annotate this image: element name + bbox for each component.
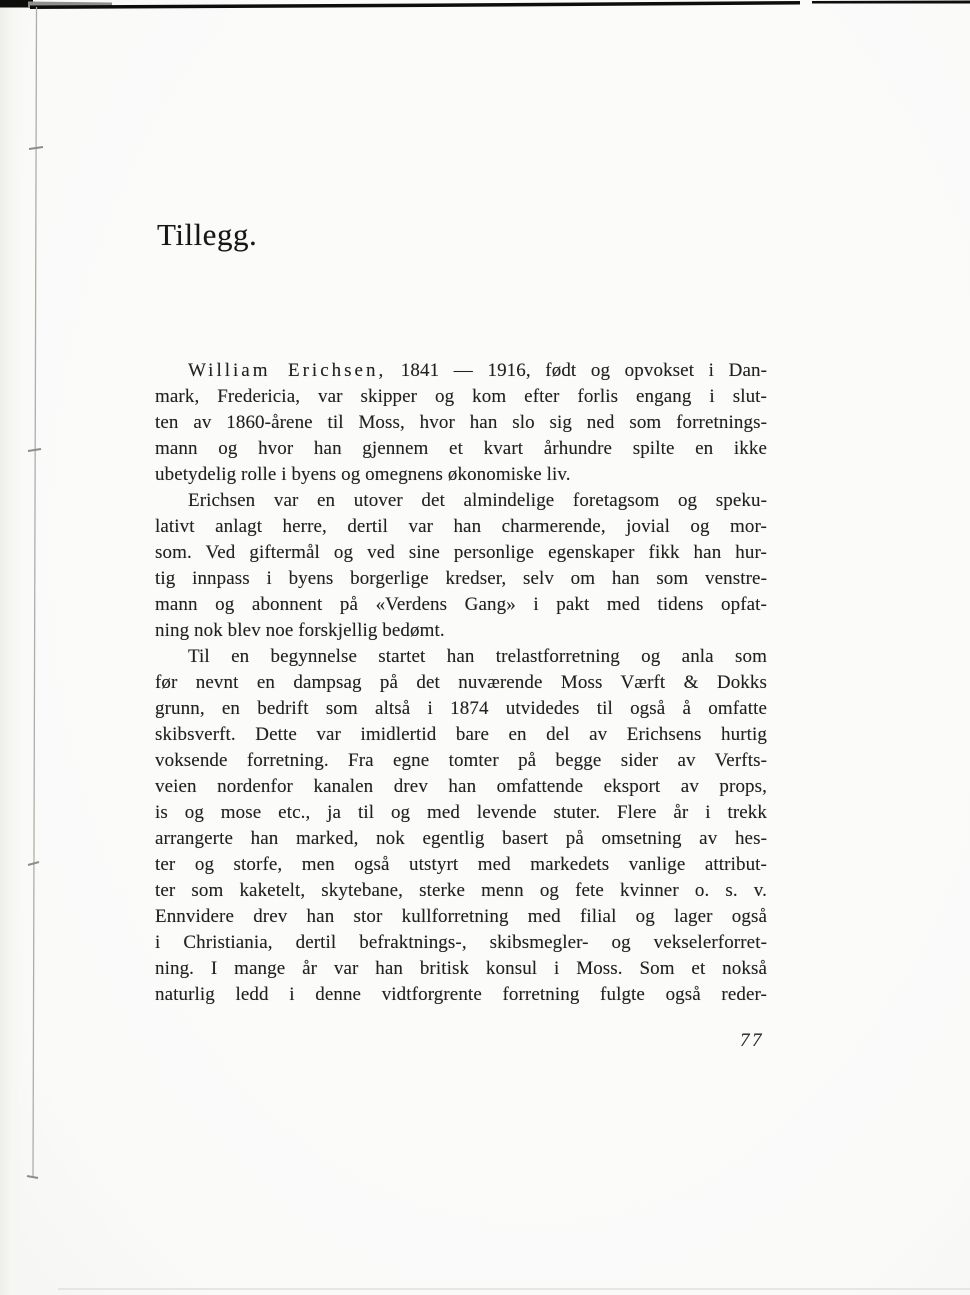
text-line: Til en begynnelse startet han trelastforretning og anla som bbox=[188, 646, 767, 667]
text-line: skibsverft. Dette var imidlertid bare en del av Erichsens hurtig bbox=[155, 724, 767, 745]
text-line: Erichsen var en utover det almindelige foretagsom og speku- bbox=[188, 490, 767, 511]
text-line: Ennvidere drev han stor kullforretning med filial og lager også bbox=[155, 906, 767, 927]
scan-artifact-top-bar bbox=[0, 0, 970, 16]
text-line: ning nok blev noe forskjellig bedømt. bbox=[155, 620, 445, 641]
text-line: ter som kaketelt, skytebane, sterke menn og fete kvinner o. s. v. bbox=[155, 880, 767, 901]
body-text bbox=[155, 358, 767, 1008]
paragraph bbox=[155, 644, 767, 1008]
person-name: William Erichsen, bbox=[188, 360, 387, 381]
text-line: ubetydelig rolle i byens og omegnens økonomiske liv. bbox=[155, 464, 571, 485]
paragraph bbox=[155, 488, 767, 644]
page-title: Tillegg. bbox=[157, 217, 258, 252]
text-line: grunn, en bedrift som altså i 1874 utvidedes til også å omfatte bbox=[155, 698, 767, 719]
text-line: som. Ved giftermål og ved sine personlige egenskaper fikk han hur- bbox=[155, 542, 767, 563]
scan-artifact-page-edge bbox=[0, 0, 60, 1295]
text-line: i Christiania, dertil befraktnings-, skibsmegler- og vekselerforret- bbox=[155, 932, 767, 953]
text-line: veien nordenfor kanalen drev han omfattende eksport av props, bbox=[155, 776, 767, 797]
text-line: William Erichsen, 1841 — 1916, født og opvokset i Dan- bbox=[188, 360, 768, 381]
text-line: naturlig ledd i denne vidtforgrente forretning fulgte også reder- bbox=[155, 984, 767, 1005]
text-line: ten av 1860-årene til Moss, hvor han slo sig ned som forretnings- bbox=[155, 412, 767, 433]
text-line: ter og storfe, men også utstyrt med markedets vanlige attribut- bbox=[155, 854, 767, 875]
text-line: ning. I mange år var han britisk konsul i Moss. Som et nokså bbox=[155, 958, 767, 979]
page-number: 77 bbox=[740, 1030, 764, 1051]
text-line: mark, Fredericia, var skipper og kom efter forlis engang i slut- bbox=[155, 386, 767, 407]
text-line: voksende forretning. Fra egne tomter på begge sider av Verfts- bbox=[155, 750, 767, 771]
paragraph bbox=[155, 358, 767, 488]
text-line: arrangerte han marked, nok egentlig basert på omsetning av hes- bbox=[155, 828, 767, 849]
text-line: før nevnt en dampsag på det nuværende Moss Værft & Dokks bbox=[155, 672, 767, 693]
text-line: is og mose etc., ja til og med levende stuter. Flere år i trekk bbox=[155, 802, 767, 823]
scan-artifact-bottom-line bbox=[58, 1288, 970, 1290]
text-line: lativt anlagt herre, dertil var han charmerende, jovial og mor- bbox=[155, 516, 767, 537]
text-line: mann og abonnent på «Verdens Gang» i pakt med tidens opfat- bbox=[155, 594, 767, 615]
text-line: tig innpass i byens borgerlige kredser, selv om han som venstre- bbox=[155, 568, 767, 589]
text-line: mann og hvor han gjennem et kvart århundre spilte en ikke bbox=[155, 438, 767, 459]
